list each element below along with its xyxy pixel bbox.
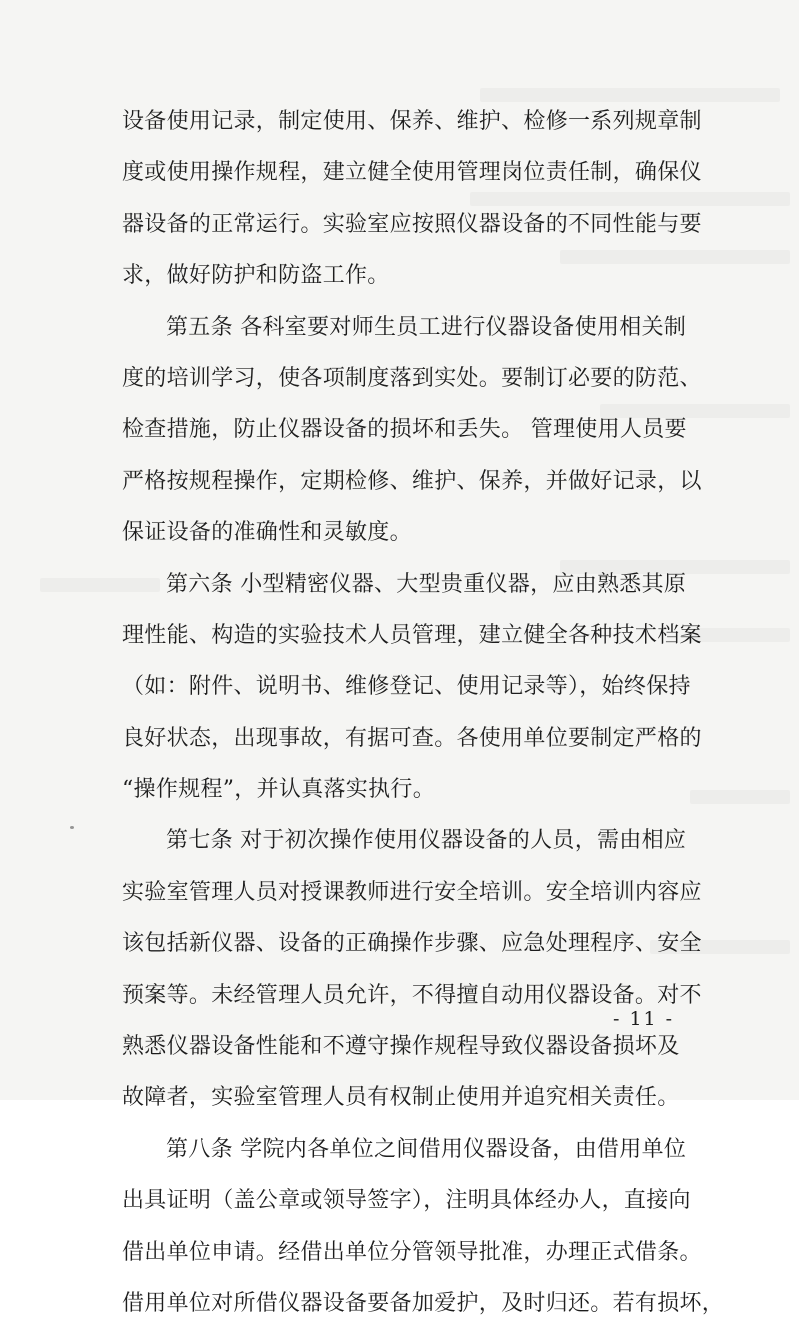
text-line: 器设备的正常运行。实验室应按照仪器设备的不同性能与要 <box>122 211 702 237</box>
text-line: 求，做好防护和防盗工作。 <box>122 263 390 289</box>
text-line: 第八条 学院内各单位之间借用仪器设备，由借用单位 <box>166 1136 687 1162</box>
text-line: 度的培训学习，使各项制度落到实处。要制订必要的防范、 <box>122 365 702 391</box>
body-text <box>122 96 725 1329</box>
text-line: （如：附件、说明书、维修登记、使用记录等），始终保持 <box>122 674 691 700</box>
text-line: 保证设备的准确性和灵敏度。 <box>122 520 412 546</box>
text-line: 故障者，实验室管理人员有权制止使用并追究相关责任。 <box>122 1085 680 1111</box>
text-line: 严格按规程操作，定期检修、维护、保养，并做好记录，以 <box>122 468 702 494</box>
text-line: 第五条 各科室要对师生员工进行仪器设备使用相关制 <box>166 314 687 340</box>
text-line: 借用单位对所借仪器设备要备加爱护，及时归还。若有损坏， <box>122 1290 725 1316</box>
scan-speck <box>70 826 74 829</box>
text-line: 度或使用操作规程，建立健全使用管理岗位责任制，确保仪 <box>122 160 702 186</box>
text-line: 第六条 小型精密仪器、大型贵重仪器，应由熟悉其原 <box>166 571 687 597</box>
text-line: 第七条 对于初次操作使用仪器设备的人员，需由相应 <box>166 828 687 854</box>
text-line: 良好状态，出现事故，有据可查。各使用单位要制定严格的 <box>122 725 702 751</box>
text-line: 设备使用记录，制定使用、保养、维护、检修一系列规章制 <box>122 109 702 134</box>
text-line: 出具证明（盖公章或领导签字），注明具体经办人，直接向 <box>122 1188 691 1214</box>
text-line: 熟悉仪器设备性能和不遵守操作规程导致仪器设备损坏及 <box>122 1034 680 1060</box>
text-line: 该包括新仪器、设备的正确操作步骤、应急处理程序、安全 <box>122 931 702 957</box>
text-line: 预案等。未经管理人员允许，不得擅自动用仪器设备。对不 <box>122 982 702 1008</box>
text-line: 检查措施，防止仪器设备的损坏和丢失。 管理使用人员要 <box>122 417 687 443</box>
text-line: 理性能、构造的实验技术人员管理，建立健全各种技术档案 <box>122 622 702 648</box>
text-line: 实验室管理人员对授课教师进行安全培训。安全培训内容应 <box>122 879 702 905</box>
text-line: 借出单位申请。经借出单位分管领导批准，办理正式借条。 <box>122 1239 702 1265</box>
page-number: - 11 - <box>613 1008 675 1030</box>
text-line: “操作规程”，并认真落实执行。 <box>122 777 435 803</box>
